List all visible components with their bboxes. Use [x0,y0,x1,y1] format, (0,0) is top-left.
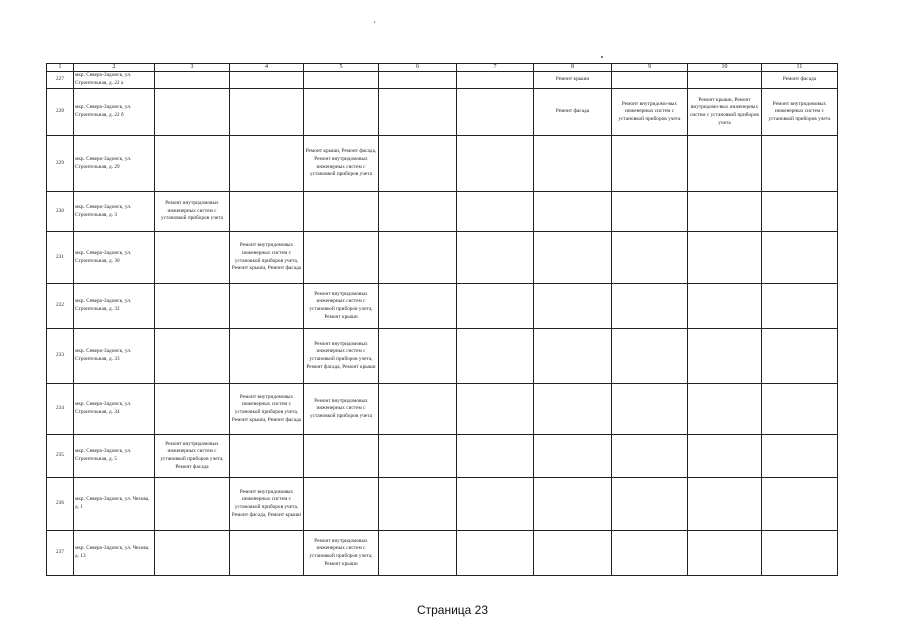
work-cell [762,232,838,284]
work-cell: Ремонт внутридомовых инженерных систем с установкой приборов учета, Ремонт фасада, Ремонт крыши [304,329,379,384]
row-number: 227 [47,72,74,89]
work-cell [155,531,230,576]
work-cell: Ремонт внутридомовых инженерных систем с установкой приборов учета, Ремонт фасада [155,435,230,478]
work-cell [534,232,612,284]
table-row [47,72,838,89]
work-cell [379,384,457,435]
work-cell [534,435,612,478]
column-header: 4 [230,64,304,72]
work-cell [534,192,612,232]
work-cell: Ремонт внутридомовых инженерных систем с установкой приборов учета, Ремонт крыши [304,531,379,576]
work-cell [612,478,688,531]
work-cell [230,435,304,478]
work-cell [688,384,762,435]
work-cell [534,478,612,531]
work-cell: Ремонт крыши, Ремонт внутридомо-вых инженерных систем с установкой приборов учета [688,89,762,136]
work-cell [304,72,379,89]
work-cell [379,435,457,478]
work-cell [534,284,612,329]
work-cell [762,284,838,329]
work-cell [457,284,534,329]
work-cell [457,384,534,435]
work-cell [688,72,762,89]
address-cell: мкр. Северо-Задонск, ул. Строительная, д. 22 а [74,72,155,89]
table-row [47,89,838,136]
table-row [47,435,838,478]
work-cell: Ремонт внутридомовых инженерных систем с установкой приборов учета, Ремонт фасада, Ремонт крыши [230,478,304,531]
work-cell [534,329,612,384]
scan-artifact [374,21,375,23]
column-header: 1 [47,64,74,72]
row-number: 232 [47,284,74,329]
column-header: 3 [155,64,230,72]
column-header: 8 [534,64,612,72]
row-number: 235 [47,435,74,478]
work-cell [612,384,688,435]
work-cell [230,72,304,89]
work-cell [762,435,838,478]
table-row [47,531,838,576]
column-header: 6 [379,64,457,72]
address-cell: мкр. Северо-Задонск, ул. Строительная, д. 34 [74,384,155,435]
work-cell [534,531,612,576]
column-header: 11 [762,64,838,72]
table-row [47,232,838,284]
address-cell: мкр. Северо-Задонск, ул. Строительная, д. 3 [74,192,155,232]
work-cell [379,478,457,531]
address-cell: мкр. Северо-Задонск, ул. Чехова, д. 1 [74,478,155,531]
work-cell: Ремонт внутридомовых инженерных систем с установкой приборов учета, Ремонт крыши, Ремонт фасада [230,384,304,435]
work-cell [379,72,457,89]
work-cell [379,192,457,232]
work-cell [688,192,762,232]
work-cell: Ремонт фасада [762,72,838,89]
table-row [47,136,838,192]
work-cell [612,284,688,329]
work-cell [155,284,230,329]
work-cell [379,329,457,384]
row-number: 230 [47,192,74,232]
work-cell: Ремонт внутридомовых инженерных систем с установкой приборов учета [762,89,838,136]
work-cell: Ремонт внутридомовых инженерных систем с установкой приборов учета, Ремонт крыши, Ремонт фасада [230,232,304,284]
work-cell: Ремонт внутридомовых инженерных систем с установкой приборов учета [155,192,230,232]
column-header: 5 [304,64,379,72]
work-cell [379,284,457,329]
work-cell [457,531,534,576]
work-cell [688,329,762,384]
work-cell [379,531,457,576]
address-cell: мкр. Северо-Задонск, ул. Строительная, д. 29 [74,136,155,192]
work-cell [534,384,612,435]
work-cell [762,384,838,435]
repair-schedule-table [46,63,838,576]
row-number: 234 [47,384,74,435]
column-header: 9 [612,64,688,72]
work-cell [762,136,838,192]
work-cell [762,192,838,232]
work-cell: Ремонт фасада [534,89,612,136]
work-cell [534,136,612,192]
address-cell: мкр. Северо-Задонск, ул. Строительная, д. 5 [74,435,155,478]
work-cell [457,232,534,284]
table-row [47,478,838,531]
work-cell [457,435,534,478]
row-number: 237 [47,531,74,576]
work-cell [304,435,379,478]
work-cell [457,192,534,232]
work-cell [688,284,762,329]
column-header: 7 [457,64,534,72]
work-cell [304,89,379,136]
work-cell [612,435,688,478]
table-row [47,384,838,435]
column-header: 2 [74,64,155,72]
work-cell [379,89,457,136]
work-cell [155,232,230,284]
table-row [47,329,838,384]
work-cell [688,136,762,192]
work-cell [612,232,688,284]
work-cell [155,478,230,531]
work-cell [612,72,688,89]
work-cell [612,531,688,576]
work-cell [688,232,762,284]
work-cell [230,136,304,192]
work-cell [304,232,379,284]
work-cell [230,329,304,384]
work-cell [155,136,230,192]
scan-artifact [601,56,603,58]
address-cell: мкр. Северо-Задонск, ул. Чехова, д. 13 [74,531,155,576]
work-cell: Ремонт внутридомовых инженерных систем с установкой приборов учета, Ремонт крыши [304,284,379,329]
work-cell [762,478,838,531]
work-cell [457,72,534,89]
work-cell [457,478,534,531]
work-cell [155,89,230,136]
work-cell [612,136,688,192]
work-cell [612,329,688,384]
work-cell: Ремонт крыши, Ремонт фасада, Ремонт внутридомовых инженерных систем с установкой приборов учета [304,136,379,192]
work-cell [457,329,534,384]
work-cell [230,284,304,329]
work-cell [688,435,762,478]
work-cell [230,192,304,232]
row-number: 229 [47,136,74,192]
work-cell [688,478,762,531]
work-cell [379,136,457,192]
work-cell [762,531,838,576]
work-cell [304,478,379,531]
row-number: 233 [47,329,74,384]
work-cell [457,89,534,136]
row-number: 231 [47,232,74,284]
work-cell [379,232,457,284]
column-header: 10 [688,64,762,72]
row-number: 228 [47,89,74,136]
work-cell [457,136,534,192]
work-cell [155,384,230,435]
work-cell [155,72,230,89]
row-number: 236 [47,478,74,531]
work-cell: Ремонт внутридомо-вых инженерных систем с установкой приборов учета [612,89,688,136]
work-cell [304,192,379,232]
work-cell: Ремонт внутридомовых инженерных систем с установкой приборов учета [304,384,379,435]
work-cell [230,89,304,136]
work-cell [762,329,838,384]
address-cell: мкр. Северо-Задонск, ул. Строительная, д. 32 [74,284,155,329]
work-cell: Ремонт крыши [534,72,612,89]
work-cell [612,192,688,232]
table-row [47,284,838,329]
work-cell [688,531,762,576]
work-cell [230,531,304,576]
page-number: Страница 23 [416,603,489,617]
address-cell: мкр. Северо-Задонск, ул. Строительная, д. 22 б [74,89,155,136]
header-row [47,64,838,72]
address-cell: мкр. Северо-Задонск, ул. Строительная, д. 33 [74,329,155,384]
table-row [47,192,838,232]
work-cell [155,329,230,384]
address-cell: мкр. Северо-Задонск, ул. Строительная, д. 30 [74,232,155,284]
